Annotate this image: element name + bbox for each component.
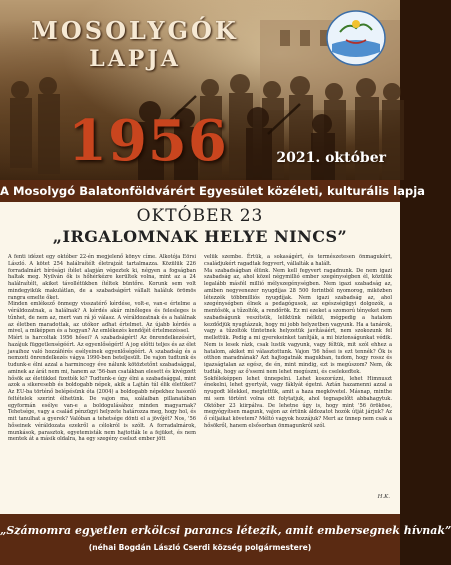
main-article <box>0 202 400 514</box>
year-graphic: 1956 <box>68 108 228 174</box>
article-paragraph: Ma szabadságban élünk. Nem kell fegyvert ragadnunk. De nem igazi szabadság az, ahol közel négymillió ember szegénységben él, közülük legalább másfél millió mélyszegénységben. Nem igazi szabadság az, amiben negyvenezer nyugdíjas 28 500 forintból nyomorog, miközben létezzék többmilliós nyugdíjak. Nem igazi szabadság az, ahol szegénységben élnek a pedagógusok, az egészségügyi dolgozók, a mentősök, a tűzoltók, a rendőrök. Ez mi ezeket a szomorú tényeket nem szabadságunk veszítsük, leliktünk nélkül, mégpedig a hatalom kezdődjük nyugtázzuk, hogy mi jobb helyzetben vagyunk. Ha a tanárok, vagy a tűzoltók tüntetnek helyzetük javításáért, nem szokozunk fel mellettük. Pedig a mi gyerekeinket tanítják, a mi biztonságunkat védik. Nem is lesek rázk, csak lustik vagyunk, vagy féltük, mit szól ehhez a hatalom, akiket mi választottunk. Vajon '56 hősei is ezt tennék? Ők is otthon maradnának? Azt hajtogatnák magukban, tudom, hogy rossz és igazságtalan az egész, de én, mint mindig, ezt is megúszom? Nem, ők tudták, hogy az ő'ssemi nem lehet megúszni, és cselekedtek. <box>204 267 392 375</box>
footer-quote-bar <box>0 514 451 565</box>
masthead-photo <box>0 0 400 180</box>
article-left-column <box>8 254 196 443</box>
article-paragraph: A fenti idézet egy október 22-én megjelenő könyv címe. Alkotója Eörsi László. A kötet 254 halálraítélt életrajzát tartalmazza. Közülük 226 forradalmárt bírósági ítélet alapján végeztek ki, négyen a fogságban haltak meg. Nyilván ők is hőhérkézre kerültek volna, mint az a 24 halálraítélt, akiket távollétükben ítéltek büntőre. Korunk sem volt mindegyikük makulátlan, de a szabadságért vállalt haláluk örömös rangra emelte őket. <box>8 254 196 301</box>
association-logo-icon <box>326 8 386 68</box>
article-paragraph: Miért is harcoltak 1956 hősei? A szabadságért! Az önrendelkezésért, hazájuk függetlenségéért. Az egyenlőségért! A jog előtti teljes és az élet javaihoz való hozzáférés esélyeinek egyenlőségéért. A szabadság és a nemzeti önrendelkezés vágya 1990-ben beteljesült. De vajon tudtunk és tudunk-e élni azzal a harmincegy éve nálunk kötöztetőnt szabadsággal, aminek az árát nem mi, hanem az '56-ban csatákban elesett és kivégzett hősök az életükkel fizették ki? Tudtunk-e úgy élni a szabadsággal, mint azok a sikeresebb és boldogabb népek, akik a Lajtán túl élik életüket? Az EU-ba történő belépésünk óta (2004) a boldogabb népekhez hasonló feltételek szerint élhetünk. De vajon ma, szálaiban pillanatában egyformán esélye van-e a boldogulásához minden magyarnak? Tehetsége, vagy a család pénzügyi helyzete határozza meg, hogy hol, és mit tanulhat a gyerek? Valóban a tehetsége dönti el a jövőjét? Nos, '56 hőseinek véráldozata ezekről a célokról is szólt. A forradalmárok, munkások, parasztok, egyetemisták nem hajtották le a fejüket, és nem mentek át a másik oldalra, ha egy szegény cselszt ember jött <box>8 335 196 443</box>
article-right-column <box>204 254 392 430</box>
article-paragraph: Minden emlékező önmegy visszatérő kérdése, volt-e, van-e értelme a véráldozatnak, a halálnak? A kérdés akár minőleges és felesleges is tűnhet, de nem az, mert van rá jó válasz. A véráldozatnak és a halálnak az életben maradottak, az utókor adhat értelmet. Az újabb kérdés a mivel, a miképpen és a hogyan? Az emlékezés kendőjét értelmezéssel. <box>8 301 196 335</box>
article-paragraph: velük szembe. Értük, a sokaságért, és természetesen önmagukért, családjukért ragadtak fegyvert, vállalták a halált. <box>204 254 392 267</box>
article-title: „IRGALOMNAK HELYE NINCS” <box>52 227 348 246</box>
article-paragraph: Sokféleképpen lehet ünnepelni. Lehet koszorúzni, lehet Himnuszt énekelni, lehet gyertyát, vagy fáklyát égetni. Aztán hazamenni azzal a nyugodt lélekkel, megtettük, amit a haza megkövetel. Másnap, minthe mi sem történt volna ott folytatjuk, ahol tegnapelőtt abbahagytuk. Október 23 kiirpálva. De lehetne úgy is, hogy mint '56 örököse, megyógyítsen magunk, vajon az értünk áldozatot hozók útját járjuk? Az ő céljaikat követem? Méltó vagyok hozzájuk? Mert az ünnep nem csak a hősökről, hanem elsősorban önmagunkról szól. <box>204 375 392 429</box>
article-date-heading: OKTÓBER 23 <box>136 206 264 226</box>
publication-subtitle: A Mosolygó Balatonföldvárért Egyesület közéleti, kulturális lapja <box>0 180 400 202</box>
footer-quote: „Számomra egyetlen erkölcsi parancs létezik, amit embersegnek hívnak” <box>0 524 451 537</box>
quote-attribution: (néhai Bogdán László Cserdi község polgármestere) <box>88 543 312 552</box>
masthead-title-line1: MOSOLYGÓK <box>31 16 239 45</box>
author-signature: H.K. <box>377 494 390 500</box>
masthead-title-line2: LAPJA <box>89 46 181 72</box>
edition-date: 2021. október <box>276 150 386 166</box>
